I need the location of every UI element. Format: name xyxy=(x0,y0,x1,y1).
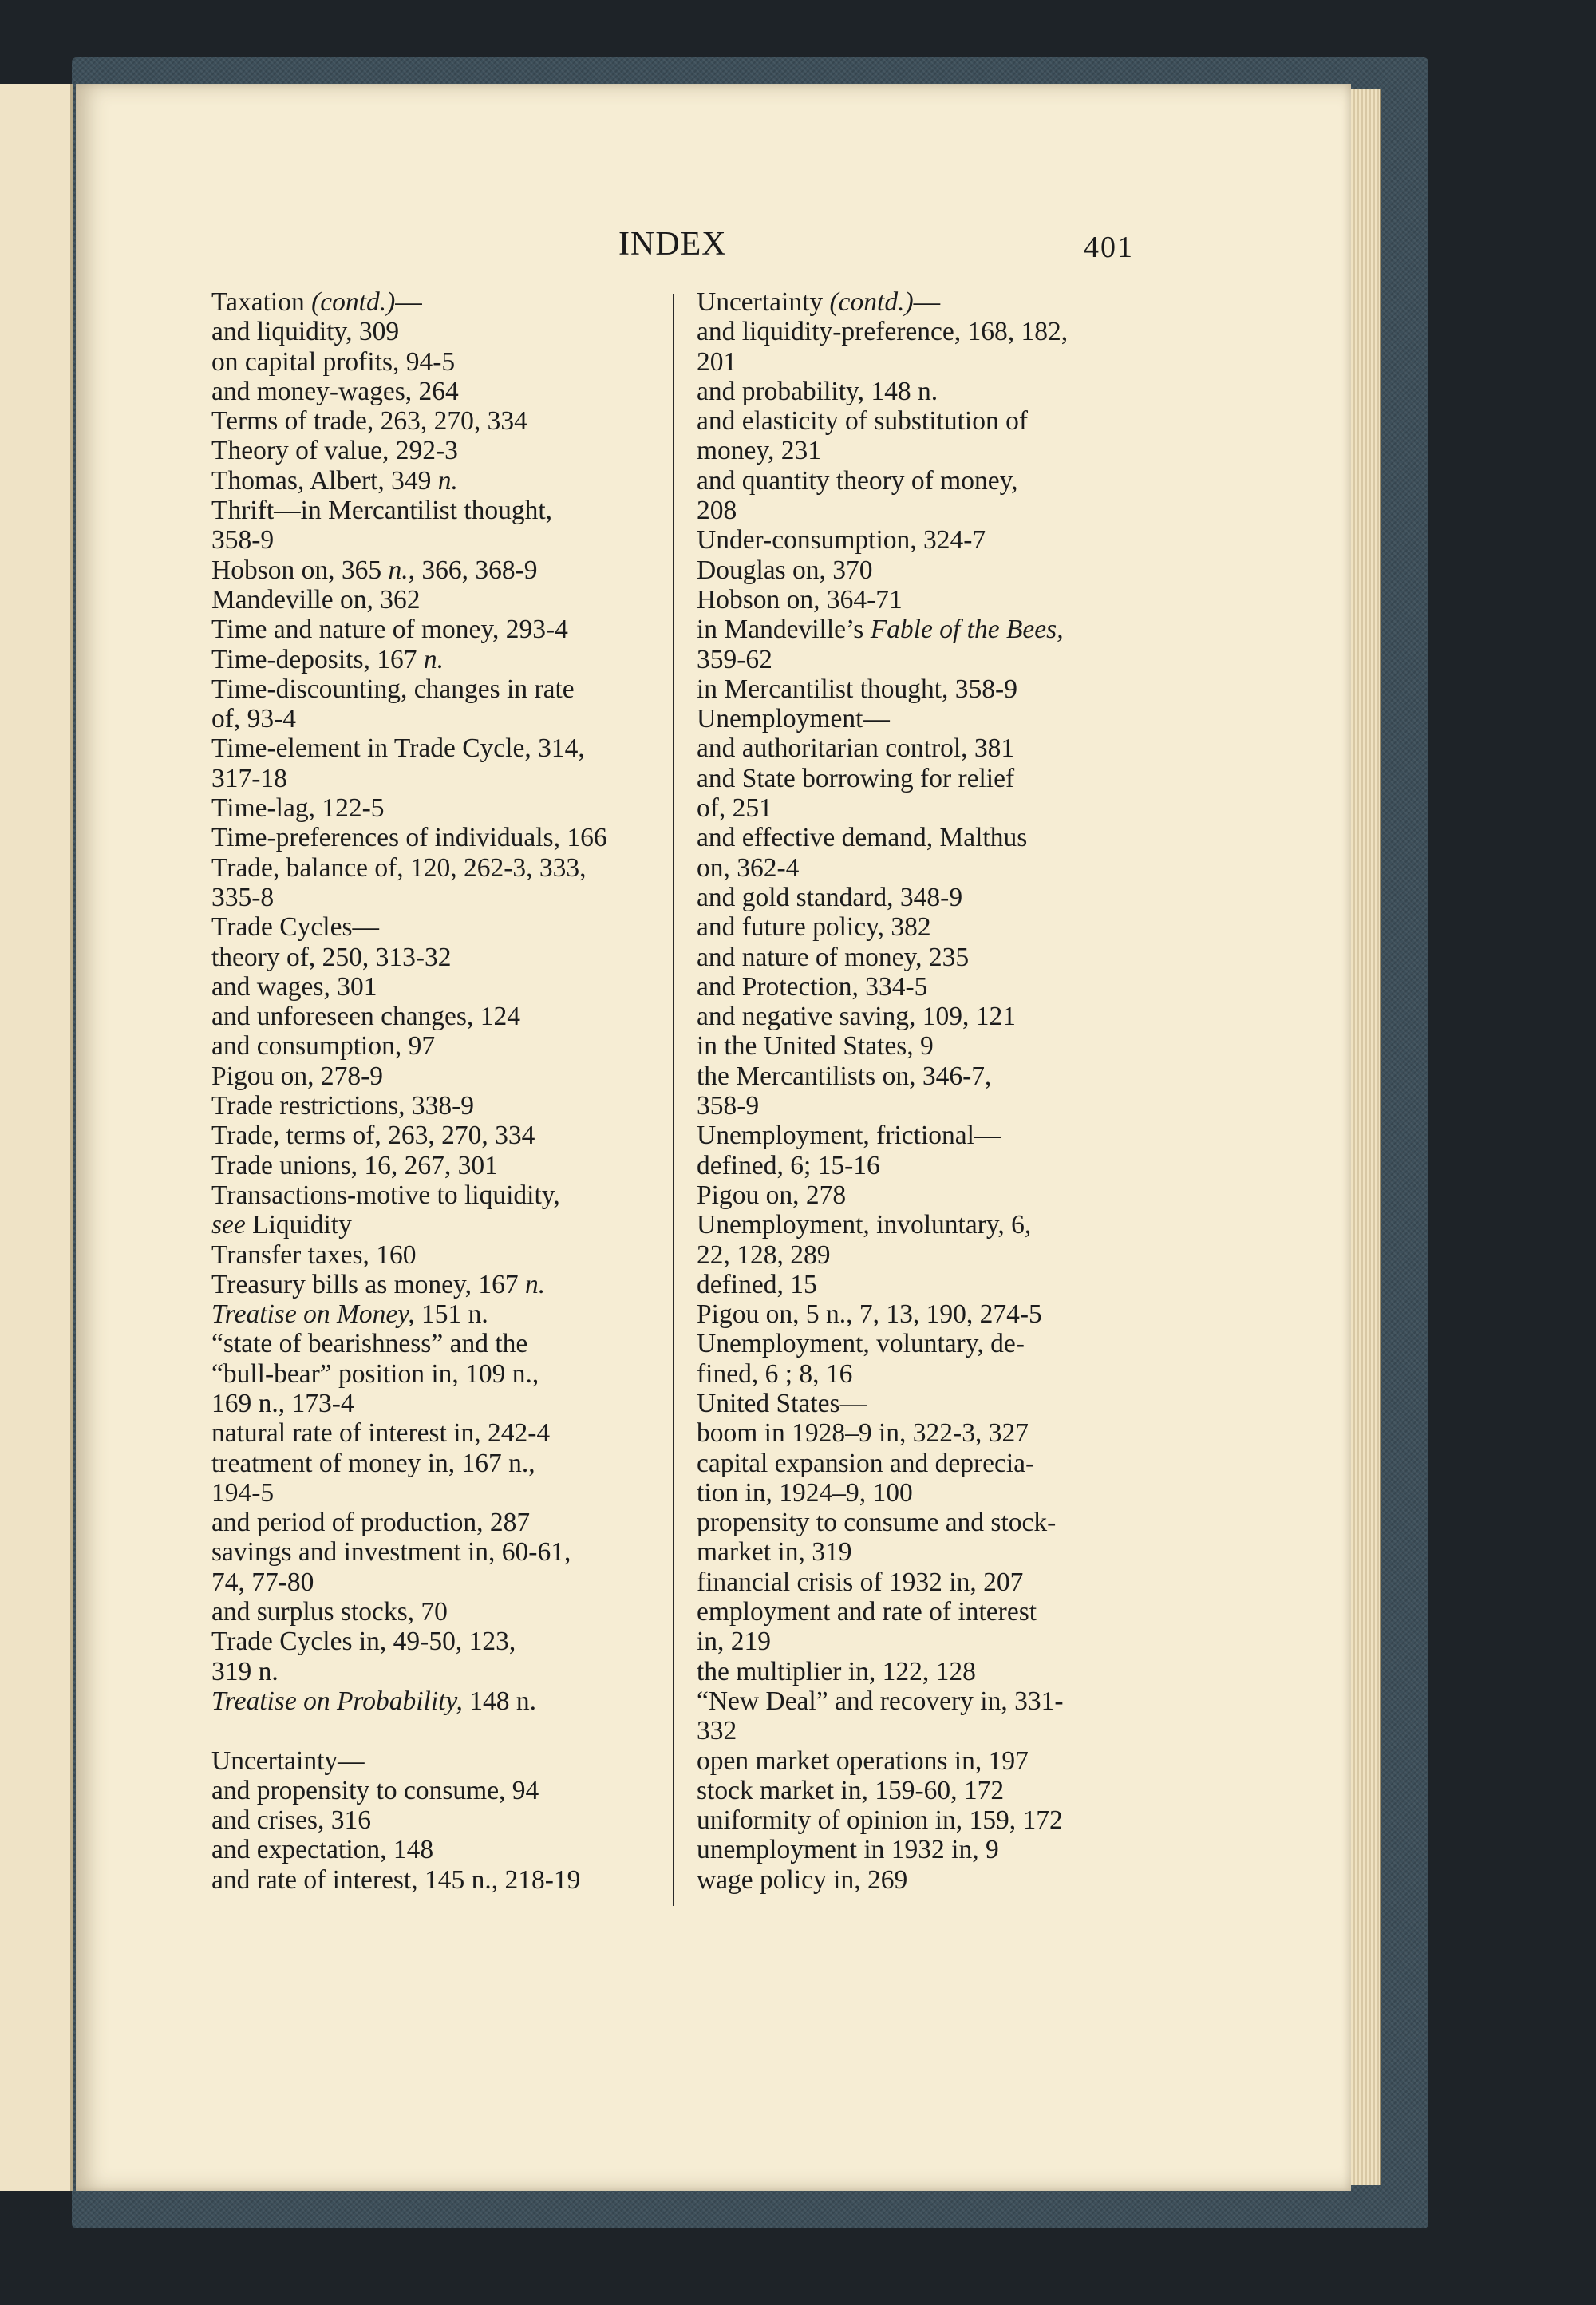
index-entry xyxy=(697,585,1156,615)
entry-text: Trade restrictions, 338-9 xyxy=(211,1091,475,1121)
index-entry xyxy=(697,1686,1156,1716)
entry-text: and negative saving, 109, 121 xyxy=(697,1002,1017,1032)
entry-text: Treasury bills as money, 167 xyxy=(211,1269,525,1299)
index-entry xyxy=(697,853,1156,883)
entry-text: Hobson on, 365 xyxy=(211,555,389,585)
index-entry xyxy=(697,1716,1156,1746)
entry-text: in Mercantilist thought, 358-9 xyxy=(697,674,1017,704)
index-entry xyxy=(697,377,1156,406)
index-entry xyxy=(211,1508,658,1537)
index-entry xyxy=(211,585,658,615)
entry-text: defined, 15 xyxy=(697,1269,817,1299)
entry-text: Trade Cycles— xyxy=(211,912,379,943)
index-entry xyxy=(697,972,1156,1002)
entry-text: 335-8 xyxy=(211,882,275,912)
entry-text: Pigou on, 5 n., 7, 13, 190, 274-5 xyxy=(697,1299,1042,1330)
index-entry xyxy=(211,883,658,912)
entry-text: market in, 319 xyxy=(697,1537,852,1568)
entry-suffix: Liquidity xyxy=(245,1210,352,1240)
entry-text: and consumption, 97 xyxy=(211,1031,436,1062)
entry-text: uniformity of opinion in, 159, 172 xyxy=(697,1805,1063,1836)
entry-suffix: 148 n. xyxy=(462,1686,536,1716)
entry-text: and money-wages, 264 xyxy=(211,376,459,406)
entry-text: Time-lag, 122-5 xyxy=(211,793,385,824)
index-entry xyxy=(211,1091,658,1121)
index-entry xyxy=(697,1835,1156,1864)
entry-text: natural rate of interest in, 242-4 xyxy=(211,1418,551,1449)
index-entry xyxy=(697,1657,1156,1686)
entry-text: and nature of money, 235 xyxy=(697,942,970,972)
index-entry xyxy=(697,1776,1156,1805)
index-entry xyxy=(211,1210,658,1239)
index-entry xyxy=(211,912,658,942)
entry-text: Trade Cycles in, 49-50, 123, xyxy=(211,1627,516,1657)
entry-text: and future policy, 382 xyxy=(697,912,931,943)
index-entry xyxy=(211,674,658,704)
index-entry xyxy=(697,645,1156,674)
index-entry xyxy=(211,1478,658,1508)
index-entry xyxy=(697,1091,1156,1121)
index-entry xyxy=(211,1180,658,1210)
index-entry xyxy=(697,1240,1156,1270)
index-entry xyxy=(211,466,658,496)
entry-text: and rate of interest, 145 n., 218-19 xyxy=(211,1864,581,1895)
entry-text: and effective demand, Malthus xyxy=(697,823,1028,853)
entry-text: in, 219 xyxy=(697,1627,772,1657)
index-entry xyxy=(211,615,658,644)
index-entry xyxy=(211,1449,658,1478)
entry-text: on, 362-4 xyxy=(697,852,800,883)
entry-text: and propensity to consume, 94 xyxy=(211,1775,539,1805)
index-entry xyxy=(697,1537,1156,1567)
index-entry xyxy=(697,496,1156,525)
index-entry xyxy=(211,317,658,346)
index-entry xyxy=(697,764,1156,793)
index-entry xyxy=(211,436,658,465)
entry-text: “New Deal” and recovery in, 331- xyxy=(697,1686,1064,1716)
entry-text: Uncertainty— xyxy=(211,1746,365,1776)
entry-text: Theory of value, 292-3 xyxy=(211,436,458,466)
entry-text: 319 n. xyxy=(211,1656,279,1686)
index-entry xyxy=(211,1121,658,1150)
entry-text: Pigou on, 278 xyxy=(697,1180,847,1210)
entry-text: theory of, 250, 313-32 xyxy=(211,942,452,972)
entry-italic: Fable of the Bees, xyxy=(870,615,1064,645)
index-entry xyxy=(697,1568,1156,1597)
index-entry xyxy=(697,823,1156,852)
index-entry xyxy=(211,1746,658,1776)
index-entry xyxy=(211,1568,658,1597)
entry-text: Thomas, Albert, 349 xyxy=(211,465,438,496)
index-entry xyxy=(697,1270,1156,1299)
index-entry xyxy=(211,793,658,823)
entry-suffix: — xyxy=(913,287,941,317)
entry-text: Taxation xyxy=(211,287,312,317)
index-entry xyxy=(697,943,1156,972)
index-column-right xyxy=(697,287,1156,1895)
entry-text: and expectation, 148 xyxy=(211,1835,434,1865)
index-entry xyxy=(697,1031,1156,1061)
index-entry xyxy=(697,1002,1156,1031)
index-spacer xyxy=(211,1716,658,1746)
entry-text: and liquidity-preference, 168, 182, xyxy=(697,317,1069,347)
entry-text: “bull-bear” position in, 109 n., xyxy=(211,1358,539,1389)
entry-text: Unemployment, frictional— xyxy=(697,1121,1001,1151)
index-entry xyxy=(697,1508,1156,1537)
index-entry xyxy=(697,406,1156,436)
entry-text: the Mercantilists on, 346-7, xyxy=(697,1061,992,1091)
index-entry xyxy=(211,645,658,674)
index-entry xyxy=(211,764,658,793)
entry-text: open market operations in, 197 xyxy=(697,1746,1029,1776)
entry-text: 169 n., 173-4 xyxy=(211,1388,354,1418)
entry-text: fined, 6 ; 8, 16 xyxy=(697,1358,853,1389)
index-entry xyxy=(697,793,1156,823)
entry-text: Unemployment, voluntary, de- xyxy=(697,1329,1025,1359)
index-entry xyxy=(697,317,1156,346)
entry-text: Unemployment— xyxy=(697,704,890,734)
entry-text: employment and rate of interest xyxy=(697,1597,1037,1627)
index-entry xyxy=(697,912,1156,942)
entry-text: 332 xyxy=(697,1716,737,1746)
index-entry xyxy=(697,555,1156,585)
index-entry xyxy=(697,1478,1156,1508)
entry-text: Time and nature of money, 293-4 xyxy=(211,615,568,645)
entry-text: wage policy in, 269 xyxy=(697,1864,908,1895)
index-entry xyxy=(697,1627,1156,1656)
entry-italic: see xyxy=(211,1210,246,1240)
entry-text: 317-18 xyxy=(211,763,287,793)
page-number: 401 xyxy=(1084,231,1134,264)
entry-text: unemployment in 1932 in, 9 xyxy=(697,1835,999,1865)
index-entry xyxy=(211,943,658,972)
index-entry xyxy=(697,1359,1156,1389)
index-entry xyxy=(211,1299,658,1329)
entry-text: propensity to consume and stock- xyxy=(697,1508,1057,1538)
index-entry xyxy=(211,1031,658,1061)
entry-text: 22, 128, 289 xyxy=(697,1239,831,1270)
index-entry xyxy=(697,733,1156,763)
index-entry xyxy=(211,733,658,763)
index-entry xyxy=(211,1240,658,1270)
index-entry xyxy=(697,1151,1156,1180)
index-entry xyxy=(211,1865,658,1895)
entry-text: Transfer taxes, 160 xyxy=(211,1239,417,1270)
index-entry xyxy=(211,1062,658,1091)
entry-text: Under-consumption, 324-7 xyxy=(697,525,986,555)
index-entry xyxy=(697,1329,1156,1358)
index-entry xyxy=(211,525,658,555)
entry-text: capital expansion and deprecia- xyxy=(697,1448,1035,1478)
entry-text: Pigou on, 278-9 xyxy=(211,1061,383,1091)
index-entry xyxy=(697,1299,1156,1329)
index-entry xyxy=(211,1776,658,1805)
index-entry xyxy=(211,1359,658,1389)
entry-text: “state of bearishness” and the xyxy=(211,1329,528,1359)
entry-text: and unforeseen changes, 124 xyxy=(211,1002,520,1032)
entry-text: Thrift—in Mercantilist thought, xyxy=(211,496,553,526)
entry-text: Time-deposits, 167 xyxy=(211,644,424,674)
entry-text: and surplus stocks, 70 xyxy=(211,1597,448,1627)
entry-text: Uncertainty xyxy=(697,287,830,317)
entry-text: and quantity theory of money, xyxy=(697,465,1018,496)
entry-text: and liquidity, 309 xyxy=(211,317,400,347)
page-edges xyxy=(1351,89,1381,2185)
previous-page-edge xyxy=(0,84,73,2191)
index-entry xyxy=(211,496,658,525)
index-entry xyxy=(697,1062,1156,1091)
entry-text: Unemployment, involuntary, 6, xyxy=(697,1210,1032,1240)
entry-text: defined, 6; 15-16 xyxy=(697,1150,880,1180)
entry-suffix: — xyxy=(395,287,422,317)
entry-text: 358-9 xyxy=(697,1091,760,1121)
index-entry xyxy=(697,1865,1156,1895)
entry-text: financial crisis of 1932 in, 207 xyxy=(697,1567,1024,1597)
entry-text: treatment of money in, 167 n., xyxy=(211,1448,535,1478)
index-entry xyxy=(211,823,658,852)
entry-text: and period of production, 287 xyxy=(211,1508,531,1538)
index-entry xyxy=(697,466,1156,496)
entry-text: money, 231 xyxy=(697,436,822,466)
column-divider xyxy=(673,294,674,1906)
entry-text: the multiplier in, 122, 128 xyxy=(697,1656,976,1686)
entry-text: and State borrowing for relief xyxy=(697,763,1015,793)
index-entry xyxy=(211,347,658,377)
entry-text: and crises, 316 xyxy=(211,1805,372,1836)
index-entry xyxy=(211,1418,658,1448)
index-entry xyxy=(697,1210,1156,1239)
entry-text: boom in 1928–9 in, 322-3, 327 xyxy=(697,1418,1029,1449)
index-entry xyxy=(211,1151,658,1180)
entry-text: Transactions-motive to liquidity, xyxy=(211,1180,560,1210)
index-entry xyxy=(211,704,658,733)
index-entry xyxy=(211,377,658,406)
entry-text: Mandeville on, 362 xyxy=(211,584,421,615)
entry-italic: n. xyxy=(423,644,444,674)
entry-suffix: 151 n. xyxy=(414,1299,488,1330)
entry-text: 208 xyxy=(697,496,737,526)
index-entry xyxy=(211,287,658,317)
index-entry xyxy=(211,1270,658,1299)
index-entry xyxy=(697,1121,1156,1150)
entry-text: Terms of trade, 263, 270, 334 xyxy=(211,406,527,437)
index-entry xyxy=(697,1180,1156,1210)
entry-italic: n. xyxy=(388,555,409,585)
entry-text: and authoritarian control, 381 xyxy=(697,733,1015,764)
entry-italic: (contd.) xyxy=(311,287,396,317)
index-entry xyxy=(211,1805,658,1835)
entry-text: 358-9 xyxy=(211,525,275,555)
entry-text: Douglas on, 370 xyxy=(697,555,873,585)
index-entry xyxy=(697,1449,1156,1478)
entry-text: 74, 77-80 xyxy=(211,1567,314,1597)
index-column-left xyxy=(211,287,658,1895)
entry-text: United States— xyxy=(697,1388,867,1418)
index-entry xyxy=(211,972,658,1002)
entry-text: Time-preferences of individuals, 166 xyxy=(211,823,607,853)
entry-text: and gold standard, 348-9 xyxy=(697,882,963,912)
entry-italic: (contd.) xyxy=(829,287,914,317)
entry-text: on capital profits, 94-5 xyxy=(211,346,456,377)
index-entry xyxy=(211,1657,658,1686)
entry-text: of, 251 xyxy=(697,793,772,824)
index-entry xyxy=(697,704,1156,733)
index-entry xyxy=(211,853,658,883)
index-entry xyxy=(211,1389,658,1418)
entry-text: and Protection, 334-5 xyxy=(697,971,928,1002)
entry-text: Hobson on, 364-71 xyxy=(697,584,903,615)
entry-italic: Treatise on Money, xyxy=(211,1299,415,1330)
entry-text: of, 93-4 xyxy=(211,704,297,734)
entry-text: 194-5 xyxy=(211,1477,275,1508)
index-entry xyxy=(211,1686,658,1716)
page-title: INDEX xyxy=(618,226,727,263)
entry-italic: n. xyxy=(525,1269,546,1299)
entry-text: and elasticity of substitution of xyxy=(697,406,1028,437)
index-entry xyxy=(211,1627,658,1656)
entry-text: Time-discounting, changes in rate xyxy=(211,674,575,704)
index-entry xyxy=(697,674,1156,704)
index-entry xyxy=(211,1537,658,1567)
entry-text: savings and investment in, 60-61, xyxy=(211,1537,571,1568)
index-entry xyxy=(697,1597,1156,1627)
index-entry xyxy=(697,1805,1156,1835)
entry-text: and probability, 148 n. xyxy=(697,376,938,406)
index-entry xyxy=(211,1002,658,1031)
index-entry xyxy=(697,1389,1156,1418)
entry-text: and wages, 301 xyxy=(211,971,377,1002)
index-entry xyxy=(697,883,1156,912)
entry-text: 359-62 xyxy=(697,644,772,674)
index-entry xyxy=(211,1597,658,1627)
index-entry xyxy=(211,1329,658,1358)
entry-italic: Treatise on Probability, xyxy=(211,1686,463,1716)
entry-text: 201 xyxy=(697,346,737,377)
index-entry xyxy=(697,347,1156,377)
entry-text: Trade unions, 16, 267, 301 xyxy=(211,1150,498,1180)
index-entry xyxy=(697,615,1156,644)
index-entry xyxy=(697,1418,1156,1448)
entry-text: stock market in, 159-60, 172 xyxy=(697,1775,1005,1805)
entry-italic: n. xyxy=(437,465,458,496)
index-entry xyxy=(697,436,1156,465)
entry-text: Trade, balance of, 120, 262-3, 333, xyxy=(211,852,587,883)
entry-text: in the United States, 9 xyxy=(697,1031,934,1062)
index-entry xyxy=(697,525,1156,555)
entry-text: tion in, 1924–9, 100 xyxy=(697,1477,913,1508)
entry-text: Trade, terms of, 263, 270, 334 xyxy=(211,1121,535,1151)
index-entry xyxy=(697,1746,1156,1776)
index-entry xyxy=(211,1835,658,1864)
entry-suffix: , 366, 368-9 xyxy=(408,555,538,585)
entry-text: in Mandeville’s xyxy=(697,615,871,645)
entry-text: Time-element in Trade Cycle, 314, xyxy=(211,733,585,764)
index-entry xyxy=(211,406,658,436)
index-entry xyxy=(211,555,658,585)
index-entry xyxy=(697,287,1156,317)
